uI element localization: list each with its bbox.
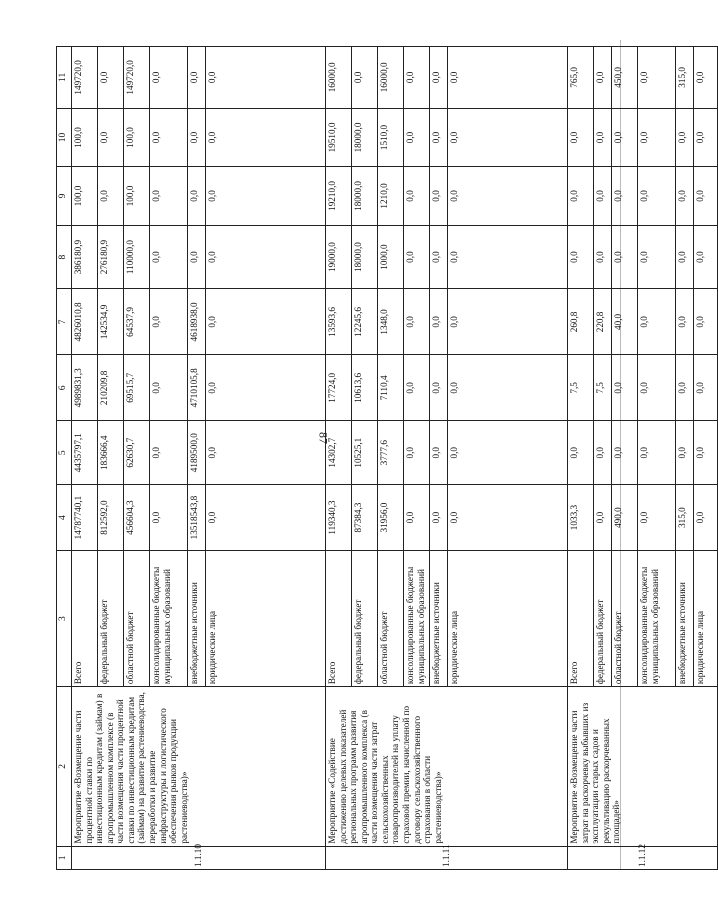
amount-cell: 0,0 (150, 421, 188, 485)
amount-cell: 64537,9 (124, 289, 150, 355)
page-number: 87 (316, 432, 331, 444)
amount-cell: 0,0 (594, 47, 612, 109)
funding-source: внебюджетные источники (430, 551, 448, 687)
amount-cell: 0,0 (430, 355, 448, 421)
amount-cell: 13593,6 (326, 289, 352, 355)
amount-cell: 0,0 (150, 47, 188, 109)
funding-source: юридические лица (694, 551, 718, 687)
amount-cell: 0,0 (612, 167, 638, 225)
measure-description: Мероприятие «Содействие достижению целевых показателей региональных программ развития агропромышленного комплекса (в части возмещения части затрат сельскохозяйственных товаропроизводителей на уплату страховой премии, начисленной по договору сельскохозяйственного страхования в области растениеводства)» (326, 687, 568, 846)
amount-cell: 18000,0 (352, 108, 378, 166)
amount-cell: 0,0 (638, 355, 676, 421)
amount-cell: 18000,0 (352, 225, 378, 289)
amount-cell: 220,8 (594, 289, 612, 355)
amount-cell: 0,0 (676, 225, 694, 289)
amount-cell: 18000,0 (352, 167, 378, 225)
amount-cell: 183666,4 (98, 421, 124, 485)
amount-cell: 119340,3 (326, 485, 352, 551)
amount-cell: 450,0 (612, 47, 638, 109)
amount-cell: 0,0 (676, 289, 694, 355)
amount-cell: 31956,0 (378, 485, 404, 551)
funding-source: консолидированные бюджеты муниципальных образований (638, 551, 676, 687)
amount-cell: 0,0 (594, 108, 612, 166)
column-number-3: 3 (57, 551, 72, 687)
amount-cell: 0,0 (694, 289, 718, 355)
amount-cell: 0,0 (98, 108, 124, 166)
amount-cell: 0,0 (448, 485, 568, 551)
amount-cell: 0,0 (404, 47, 430, 109)
amount-cell: 0,0 (430, 289, 448, 355)
amount-cell: 812592,0 (98, 485, 124, 551)
amount-cell: 0,0 (638, 289, 676, 355)
table-row (568, 47, 594, 870)
amount-cell: 0,0 (694, 421, 718, 485)
amount-cell: 4618938,0 (188, 289, 206, 355)
amount-cell: 0,0 (188, 167, 206, 225)
measure-description: Мероприятие «Возмещение части процентной ставки по инвестиционным кредитам (займам) в агропромышленном комплексе (в части возмещения части процентной ставки по инвестиционным кредитам (займам) на развитие растениеводства, переработки и развитие инфраструктуры и логистического обеспечения рынков продукции растениеводства)» (72, 687, 326, 846)
amount-cell: 210209,8 (98, 355, 124, 421)
amount-cell: 0,0 (206, 289, 326, 355)
amount-cell: 0,0 (150, 355, 188, 421)
column-number-5: 5 (57, 421, 72, 485)
funding-source: федеральный бюджет (594, 551, 612, 687)
amount-cell: 0,0 (404, 421, 430, 485)
amount-cell: 7,5 (568, 355, 594, 421)
amount-cell: 1000,0 (378, 225, 404, 289)
amount-cell: 14302,7 (326, 421, 352, 485)
amount-cell: 0,0 (448, 108, 568, 166)
amount-cell: 765,0 (568, 47, 594, 109)
measure-code: 1.1.10 (72, 846, 326, 869)
amount-cell: 0,0 (150, 289, 188, 355)
amount-cell: 0,0 (638, 421, 676, 485)
amount-cell: 0,0 (188, 225, 206, 289)
amount-cell: 0,0 (404, 167, 430, 225)
amount-cell: 0,0 (638, 47, 676, 109)
amount-cell: 4826010,8 (72, 289, 98, 355)
amount-cell: 0,0 (448, 421, 568, 485)
amount-cell: 490,0 (612, 485, 638, 551)
funding-source: юридические лица (448, 551, 568, 687)
measure-description: Мероприятие «Возмещение части затрат на раскорчевку выбывших из эксплуатации старых садов и рекультивацию раскорчеванных площадей» (568, 687, 718, 846)
funding-source: консолидированные бюджеты муниципальных образований (150, 551, 188, 687)
amount-cell: 456604,3 (124, 485, 150, 551)
measure-code: 1.1.12 (568, 846, 718, 869)
column-number-7: 7 (57, 289, 72, 355)
amount-cell: 315,0 (676, 47, 694, 109)
amount-cell: 0,0 (594, 421, 612, 485)
amount-cell: 0,0 (206, 167, 326, 225)
amount-cell: 100,0 (124, 167, 150, 225)
measure-code: 1.1.11 (326, 846, 568, 869)
amount-cell: 69515,7 (124, 355, 150, 421)
amount-cell: 0,0 (430, 421, 448, 485)
column-number-8: 8 (57, 225, 72, 289)
amount-cell: 142534,9 (98, 289, 124, 355)
amount-cell: 0,0 (98, 47, 124, 109)
amount-cell: 149720,0 (72, 47, 98, 109)
amount-cell: 40,0 (612, 289, 638, 355)
amount-cell: 0,0 (694, 47, 718, 109)
amount-cell: 0,0 (638, 485, 676, 551)
amount-cell: 3777,6 (378, 421, 404, 485)
amount-cell: 0,0 (568, 167, 594, 225)
amount-cell: 0,0 (430, 167, 448, 225)
amount-cell: 87384,3 (352, 485, 378, 551)
amount-cell: 16000,0 (378, 47, 404, 109)
amount-cell: 0,0 (694, 108, 718, 166)
funding-source: консолидированные бюджеты муниципальных образований (404, 551, 430, 687)
amount-cell: 1033,3 (568, 485, 594, 551)
funding-source: внебюджетные источники (676, 551, 694, 687)
amount-cell: 0,0 (404, 355, 430, 421)
amount-cell: 10613,6 (352, 355, 378, 421)
amount-cell: 315,0 (676, 485, 694, 551)
amount-cell: 0,0 (694, 225, 718, 289)
amount-cell: 0,0 (448, 167, 568, 225)
column-number-11: 11 (57, 47, 72, 109)
amount-cell: 4710105,8 (188, 355, 206, 421)
amount-cell: 0,0 (694, 485, 718, 551)
amount-cell: 0,0 (612, 355, 638, 421)
amount-cell: 0,0 (206, 108, 326, 166)
funding-source: областной бюджет (378, 551, 404, 687)
amount-cell: 0,0 (612, 108, 638, 166)
amount-cell: 0,0 (568, 108, 594, 166)
amount-cell: 0,0 (206, 47, 326, 109)
amount-cell: 0,0 (594, 167, 612, 225)
amount-cell: 0,0 (676, 108, 694, 166)
budget-table (56, 46, 718, 870)
amount-cell: 0,0 (430, 485, 448, 551)
funding-source: юридические лица (206, 551, 326, 687)
funding-source: федеральный бюджет (98, 551, 124, 687)
amount-cell: 19210,0 (326, 167, 352, 225)
amount-cell: 10525,1 (352, 421, 378, 485)
amount-cell: 0,0 (594, 225, 612, 289)
amount-cell: 0,0 (638, 167, 676, 225)
funding-source: Всего (72, 551, 98, 687)
amount-cell: 0,0 (612, 225, 638, 289)
amount-cell: 12245,6 (352, 289, 378, 355)
amount-cell: 19510,0 (326, 108, 352, 166)
amount-cell: 13518543,8 (188, 485, 206, 551)
amount-cell: 149720,0 (124, 47, 150, 109)
amount-cell: 100,0 (72, 108, 98, 166)
funding-source: внебюджетные источники (188, 551, 206, 687)
funding-source: областной бюджет (124, 551, 150, 687)
amount-cell: 4435797,1 (72, 421, 98, 485)
amount-cell: 19000,0 (326, 225, 352, 289)
amount-cell: 100,0 (72, 167, 98, 225)
amount-cell: 0,0 (448, 225, 568, 289)
amount-cell: 0,0 (676, 167, 694, 225)
amount-cell: 0,0 (430, 47, 448, 109)
column-number-1: 1 (57, 846, 72, 869)
amount-cell: 7,5 (594, 355, 612, 421)
column-number-6: 6 (57, 355, 72, 421)
amount-cell: 0,0 (206, 485, 326, 551)
amount-cell: 0,0 (676, 355, 694, 421)
amount-cell: 100,0 (124, 108, 150, 166)
amount-cell: 0,0 (612, 421, 638, 485)
amount-cell: 0,0 (568, 421, 594, 485)
amount-cell: 16000,0 (326, 47, 352, 109)
amount-cell: 0,0 (430, 225, 448, 289)
column-number-9: 9 (57, 167, 72, 225)
amount-cell: 0,0 (448, 289, 568, 355)
amount-cell: 0,0 (694, 167, 718, 225)
amount-cell: 276180,9 (98, 225, 124, 289)
amount-cell: 0,0 (448, 47, 568, 109)
amount-cell: 260,8 (568, 289, 594, 355)
amount-cell: 0,0 (352, 47, 378, 109)
funding-source: областной бюджет (612, 551, 638, 687)
amount-cell: 0,0 (430, 108, 448, 166)
amount-cell: 0,0 (206, 225, 326, 289)
amount-cell: 0,0 (150, 485, 188, 551)
amount-cell: 0,0 (448, 355, 568, 421)
column-number-10: 10 (57, 108, 72, 166)
amount-cell: 1210,0 (378, 167, 404, 225)
amount-cell: 0,0 (568, 225, 594, 289)
amount-cell: 0,0 (404, 289, 430, 355)
amount-cell: 0,0 (150, 167, 188, 225)
amount-cell: 17724,0 (326, 355, 352, 421)
funding-source: Всего (326, 551, 352, 687)
table-row (326, 47, 352, 870)
amount-cell: 0,0 (206, 421, 326, 485)
amount-cell: 0,0 (150, 108, 188, 166)
amount-cell: 0,0 (404, 485, 430, 551)
amount-cell: 0,0 (694, 355, 718, 421)
funding-source: федеральный бюджет (352, 551, 378, 687)
amount-cell: 386180,9 (72, 225, 98, 289)
amount-cell: 7110,4 (378, 355, 404, 421)
amount-cell: 4989831,3 (72, 355, 98, 421)
amount-cell: 1348,0 (378, 289, 404, 355)
amount-cell: 1510,0 (378, 108, 404, 166)
amount-cell: 0,0 (188, 47, 206, 109)
amount-cell: 0,0 (150, 225, 188, 289)
amount-cell: 14787740,1 (72, 485, 98, 551)
funding-source: Всего (568, 551, 594, 687)
amount-cell: 0,0 (404, 108, 430, 166)
table-row (72, 47, 98, 870)
amount-cell: 0,0 (188, 108, 206, 166)
column-number-row (57, 47, 72, 870)
amount-cell: 0,0 (638, 225, 676, 289)
column-number-4: 4 (57, 485, 72, 551)
amount-cell: 0,0 (404, 225, 430, 289)
column-number-2: 2 (57, 687, 72, 846)
amount-cell: 0,0 (594, 485, 612, 551)
amount-cell: 62630,7 (124, 421, 150, 485)
amount-cell: 0,0 (676, 421, 694, 485)
amount-cell: 0,0 (98, 167, 124, 225)
amount-cell: 110000,0 (124, 225, 150, 289)
amount-cell: 0,0 (206, 355, 326, 421)
amount-cell: 0,0 (638, 108, 676, 166)
amount-cell: 4189500,0 (188, 421, 206, 485)
